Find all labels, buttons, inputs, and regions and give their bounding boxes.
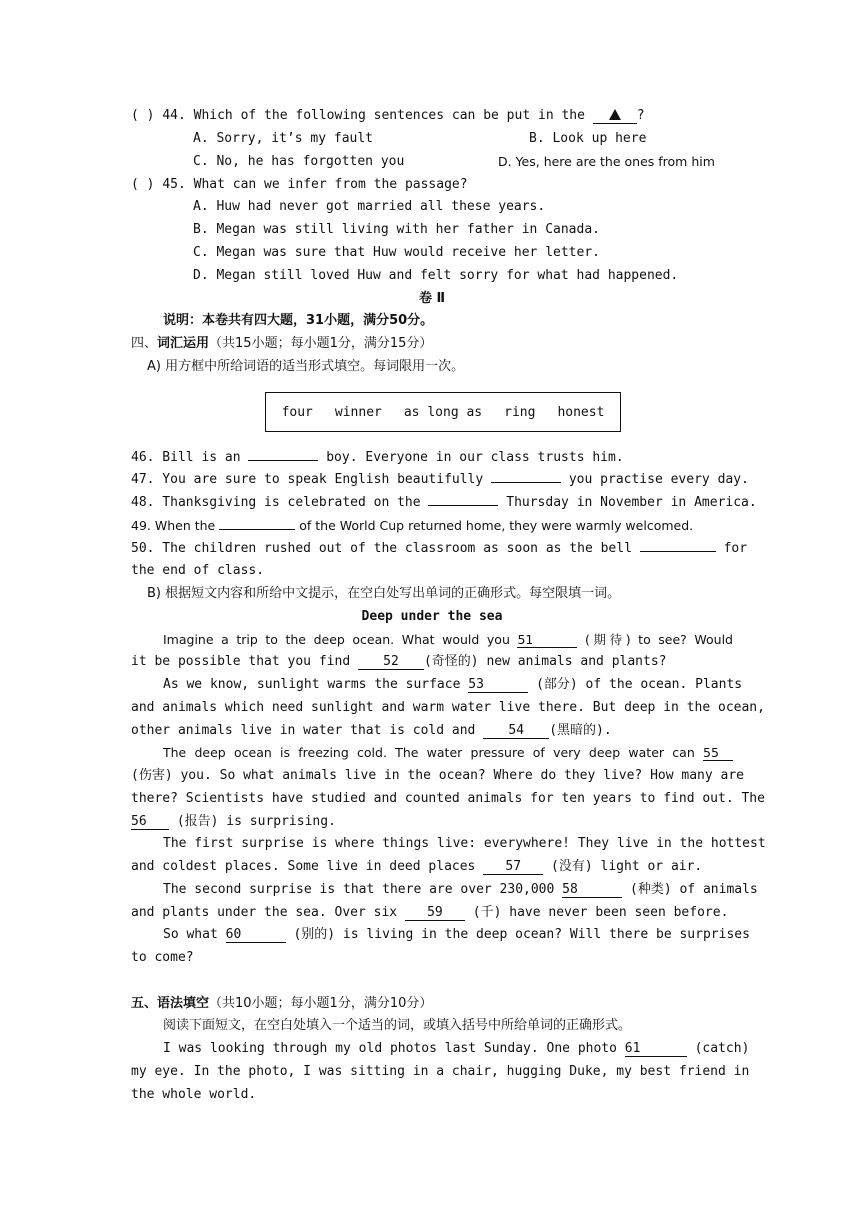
passage-line: other animals live in water that is cold and 54 (黑暗的). — [131, 723, 612, 738]
volume-note: 说明：本卷共有四大题，31小题，满分50分。 — [163, 313, 434, 328]
blank-58[interactable]: 58 — [562, 882, 622, 898]
word-box-item: winner — [334, 404, 382, 420]
section4-title: 四、词汇运用（共15小题；每小题1分，满分15分） — [131, 336, 433, 351]
section5-title: 五、语法填空（共10小题；每小题1分，满分10分） — [131, 996, 433, 1011]
q49-blank[interactable] — [219, 529, 295, 530]
blank-54[interactable]: 54 — [483, 723, 549, 739]
blank-59[interactable]: 59 — [405, 905, 465, 921]
q44-options-ab — [193, 128, 733, 150]
passage-line: As we know, sunlight warms the surface 53 (部分) of the ocean. Plants — [163, 677, 743, 692]
word-box-item: honest — [557, 404, 605, 420]
passage-line: and plants under the sea. Over six 59 (千) have never been seen before. — [131, 905, 729, 920]
passage-title: Deep under the sea — [361, 609, 503, 624]
q50-line2: the end of class. — [131, 563, 265, 578]
passage-line: and animals which need sunlight and warm water live there. But deep in the ocean, — [131, 700, 765, 715]
q48-blank[interactable] — [428, 505, 498, 506]
section5-instructions: 阅读下面短文，在空白处填入一个适当的词，或填入括号中所给单词的正确形式。 — [163, 1018, 632, 1033]
word-box-item: as long as — [403, 404, 483, 420]
q44-option-b[interactable]: B. Look up here — [529, 131, 647, 146]
blank-55[interactable]: 55 — [703, 745, 733, 761]
q45-stem: ( ) 45. What can we infer from the passage? — [131, 177, 468, 192]
passage-line: (伤害) you. So what animals live in the ocean? Where do they live? How many are — [131, 768, 744, 783]
passage-line: and coldest places. Some live in deed places 57 (没有) light or air. — [131, 859, 703, 874]
blank-61[interactable]: 61 — [625, 1041, 687, 1057]
q45-option-b[interactable]: B. Megan was still living with her father in Canada. — [193, 222, 600, 237]
passage-line: So what 60 (别的) is living in the deep ocean? Will there be surprises — [163, 927, 750, 942]
q46-blank[interactable] — [248, 460, 318, 461]
passage-line: The second surprise is that there are over 230,000 58 (种类) of animals — [163, 882, 758, 897]
passage-line: there? Scientists have studied and counted animals for ten years to find out. The — [131, 791, 765, 806]
part-b-instructions: B) 根据短文内容和所给中文提示，在空白处写出单词的正确形式。每空限填一词。 — [147, 586, 621, 601]
passage-line: The deep ocean is freezing cold. The water pressure of very deep water can 55 — [163, 742, 733, 764]
q44-blank[interactable] — [593, 108, 637, 124]
passage-line: Imagine a trip to the deep ocean. What would you 51 (期待) to see? Would — [163, 632, 733, 647]
q44-option-d[interactable]: D. Yes, here are the ones from him — [498, 154, 715, 169]
grammar-line: the whole world. — [131, 1087, 257, 1102]
blank-56[interactable]: 56 — [131, 814, 169, 830]
word-box-item: ring — [504, 404, 536, 420]
q45-option-a[interactable]: A. Huw had never got married all these years. — [193, 199, 546, 214]
word-box-item: four — [281, 404, 313, 420]
q50-line1: 50. The children rushed out of the classroom as soon as the bell for — [131, 541, 748, 556]
blank-51[interactable]: 51 — [517, 632, 577, 648]
passage-line: to come? — [131, 950, 194, 965]
passage-line: it be possible that you find 52 (奇怪的) new animals and plants? — [131, 654, 667, 669]
blank-57[interactable]: 57 — [483, 859, 543, 875]
passage-line: The first surprise is where things live: everywhere! They live in the hottest — [163, 836, 766, 851]
q44-options-cd — [193, 151, 733, 173]
q48: 48. Thanksgiving is celebrated on the Thursday in November in America. — [131, 495, 757, 510]
blank-52[interactable]: 52 — [358, 654, 424, 670]
part-a-instructions: A) 用方框中所给词语的适当形式填空。每词限用一次。 — [147, 359, 465, 374]
grammar-line: my eye. In the photo, I was sitting in a chair, hugging Duke, my best friend in — [131, 1064, 750, 1079]
grammar-line: I was looking through my old photos last Sunday. One photo 61 (catch) — [163, 1041, 750, 1056]
q47: 47. You are sure to speak English beautifully you practise every day. — [131, 472, 749, 487]
q47-blank[interactable] — [491, 482, 561, 483]
word-box — [265, 392, 621, 432]
q50-blank[interactable] — [640, 551, 716, 552]
volume-heading: 卷 Ⅱ — [418, 291, 446, 306]
q45-option-d[interactable]: D. Megan still loved Huw and felt sorry for what had happened. — [193, 268, 679, 283]
q46: 46. Bill is an boy. Everyone in our class trusts him. — [131, 450, 624, 465]
triangle-icon — [609, 109, 621, 120]
passage-line: 56 (报告) is surprising. — [131, 814, 336, 829]
blank-53[interactable]: 53 — [468, 677, 528, 693]
q45-option-c[interactable]: C. Megan was sure that Huw would receive her letter. — [193, 245, 600, 260]
q49: 49. When the of the World Cup returned home, they were warmly welcomed. — [131, 518, 694, 533]
q44-option-a[interactable]: A. Sorry, it’s my fault — [193, 131, 374, 146]
q44-stem: ( ) 44. Which of the following sentences can be put in the ? — [131, 108, 645, 123]
q44-option-c[interactable]: C. No, he has forgotten you — [193, 154, 405, 169]
blank-60[interactable]: 60 — [226, 927, 286, 943]
